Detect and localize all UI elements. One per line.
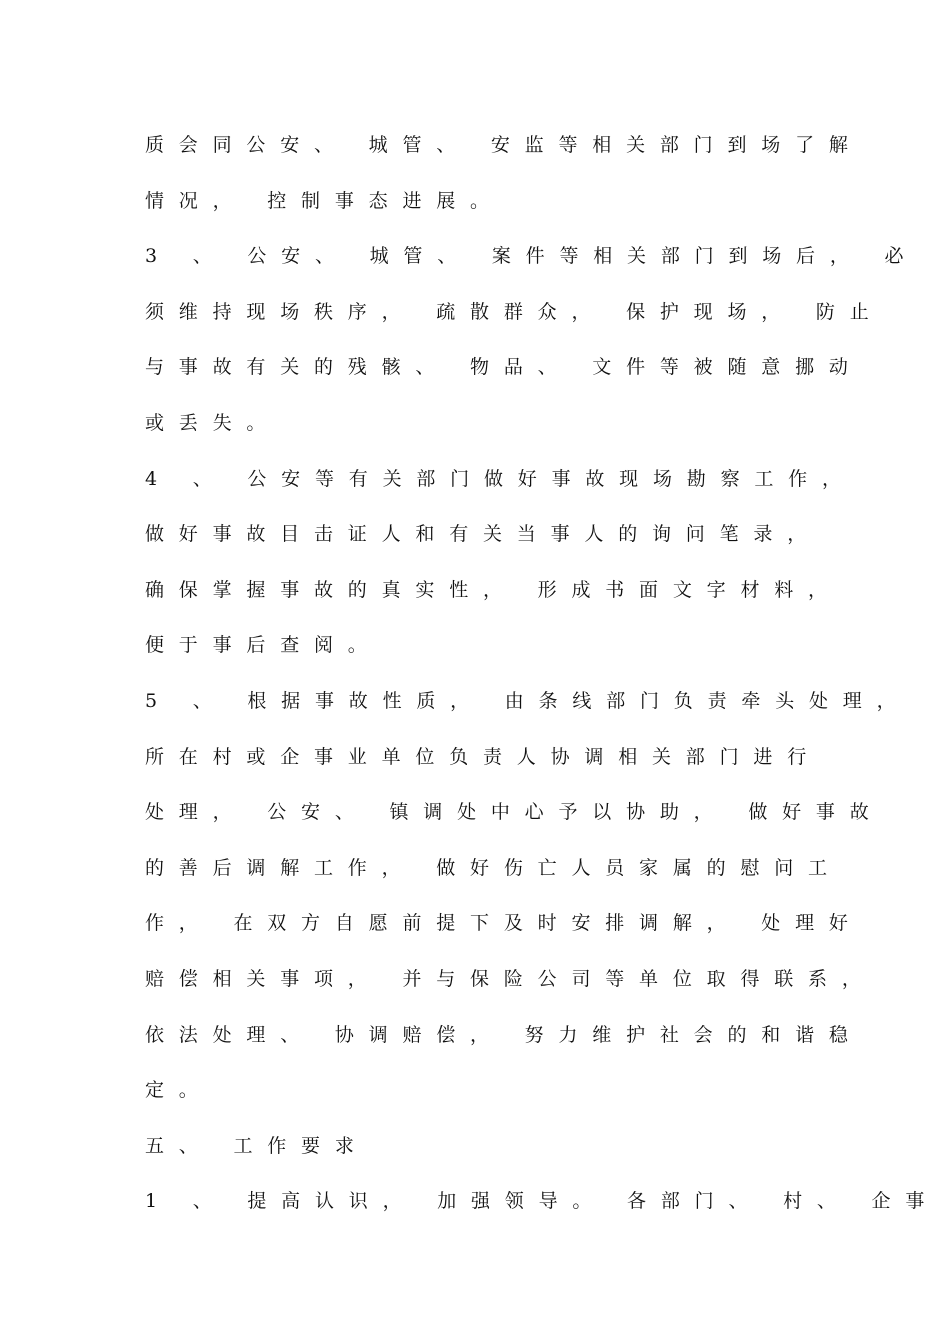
text-line: 或丢失。 <box>145 411 281 434</box>
text-line: 4 、 公安等有关部门做好事故现场勘察工作， <box>145 467 856 490</box>
text-line: 赔偿相关事项， 并与保险公司等单位取得联系， <box>145 967 876 990</box>
section-heading: 五、 工作要求 <box>145 1134 369 1157</box>
text-line: 3 、 公安、 城管、 案件等相关部门到场后， 必 <box>145 245 919 268</box>
text-line: 处理， 公安、 镇调处中心予以协助， 做好事故 <box>145 801 884 824</box>
text-line: 质会同公安、 城管、 安监等相关部门到场了解 <box>145 134 863 156</box>
text-line: 1 、 提高认识， 加强领导。 各部门、 村、 企事 <box>145 1190 940 1213</box>
text-line: 确保掌握事故的真实性， 形成书面文字材料， <box>145 578 842 601</box>
text-line: 与事故有关的残骸、 物品、 文件等被随意挪动 <box>145 356 863 379</box>
text-line: 作， 在双方自愿前提下及时安排调解， 处理好 <box>145 912 863 935</box>
text-line: 所在村或企事业单位负责人协调相关部门进行 <box>145 745 822 768</box>
text-line: 5 、 根据事故性质， 由条线部门负责牵头处理， <box>145 689 911 712</box>
document-body <box>145 126 940 1238</box>
text-line: 须维持现场秩序， 疏散群众， 保护现场， 防止 <box>145 300 884 323</box>
text-line: 依法处理、 协调赔偿， 努力维护社会的和谐稳 <box>145 1023 863 1046</box>
text-line: 便于事后查阅。 <box>145 634 382 657</box>
text-line: 情况， 控制事态进展。 <box>145 189 504 212</box>
text-line: 做好事故目击证人和有关当事人的询问笔录， <box>145 523 822 546</box>
text-line: 的善后调解工作， 做好伤亡人员家属的慰问工 <box>145 856 842 879</box>
text-line: 定。 <box>145 1079 213 1102</box>
